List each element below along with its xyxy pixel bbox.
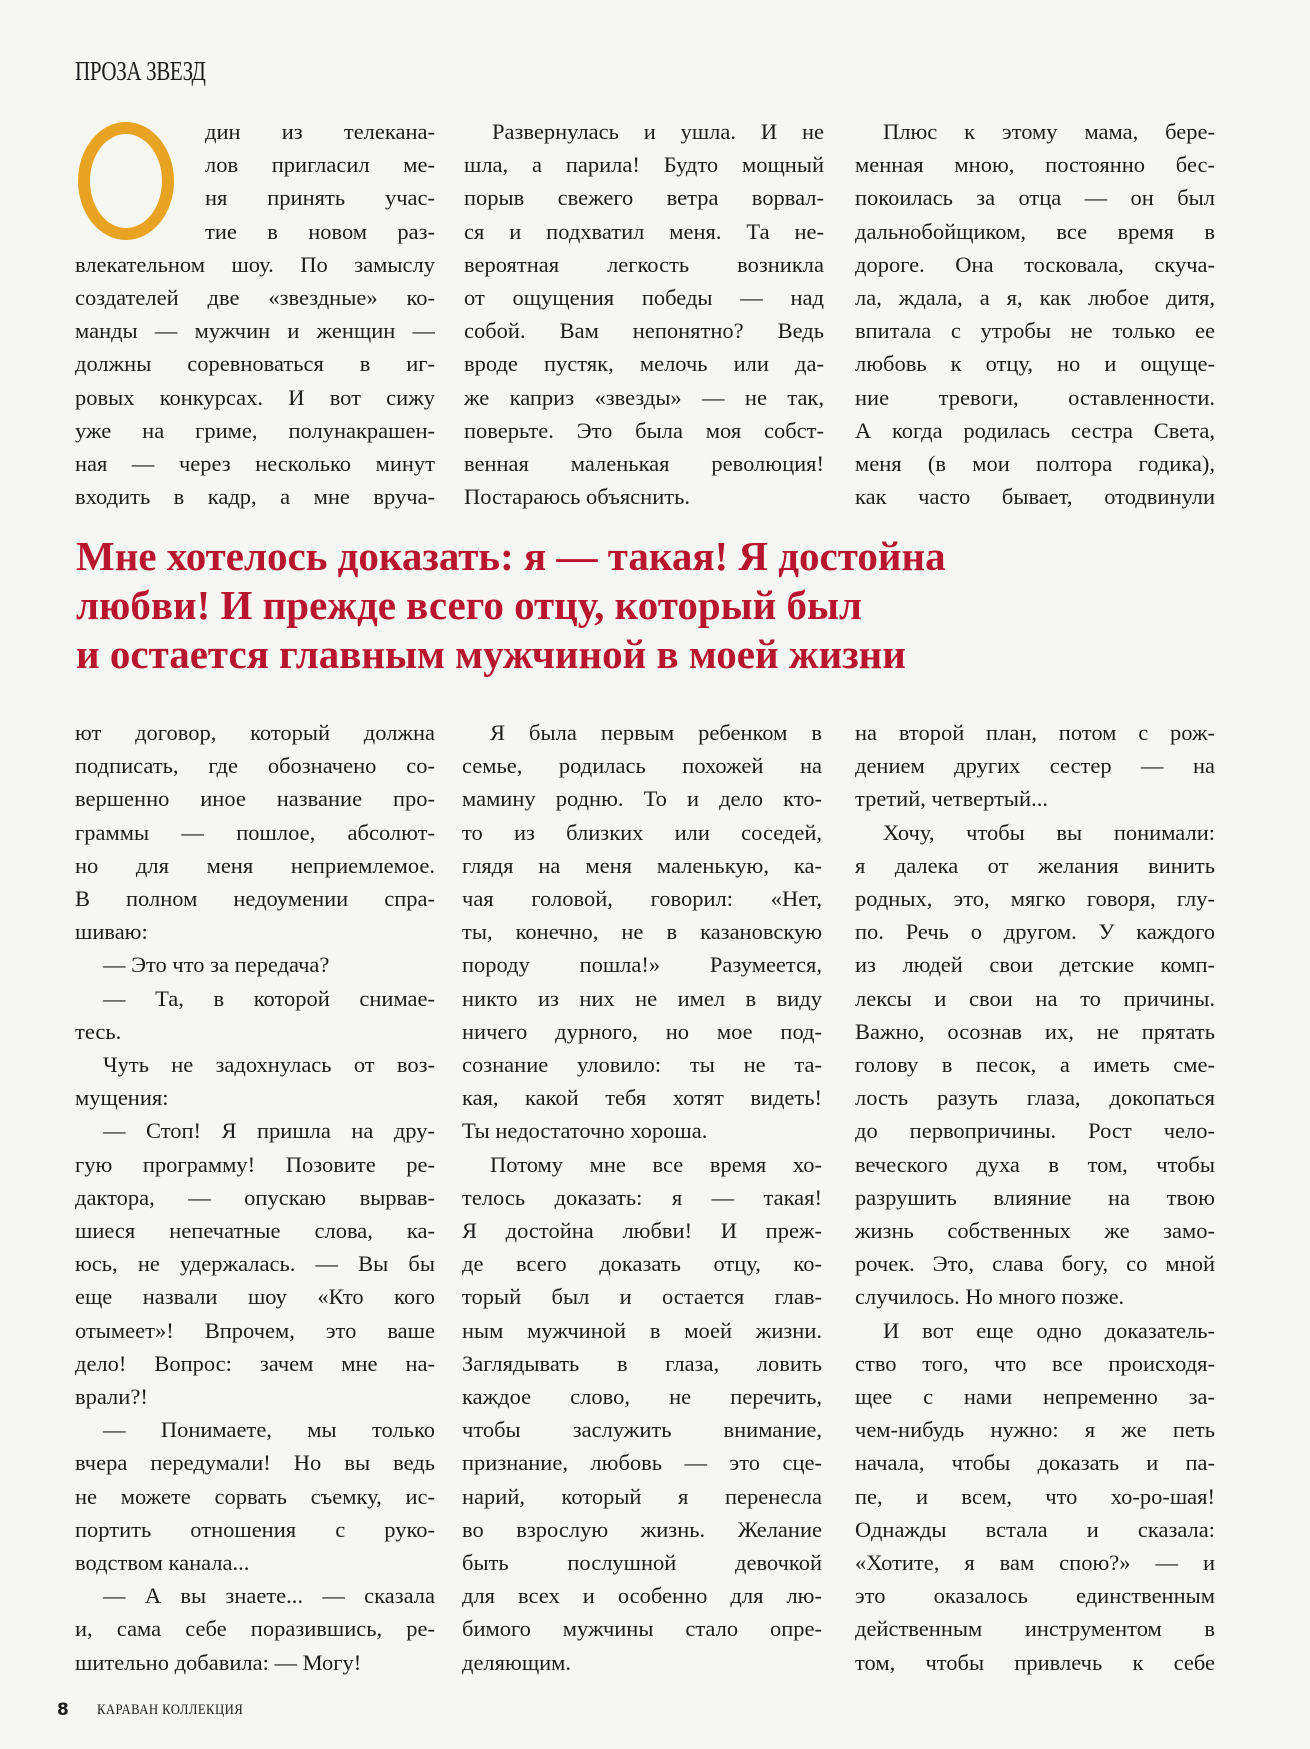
text-line: манды — мужчин и женщин —: [75, 318, 435, 344]
text-line: Постараюсь объяснить.: [464, 484, 690, 510]
text-line: дальнобойщиком, все время в: [855, 218, 1215, 244]
pull-quote-line: Мне хотелось доказать: я — такая! Я достойна: [76, 533, 946, 579]
text-line: создателей две «звездные» ко-: [75, 285, 435, 310]
text-line: лов пригласил ме-: [205, 152, 435, 178]
text-line: мамину родню. То и дело кто-: [462, 786, 822, 812]
text-line: быть послушной девочкой: [462, 1550, 822, 1575]
text-line: том, чтобы привлечь к себе: [855, 1649, 1215, 1675]
text-line: ты, конечно, не в казановскую: [462, 919, 822, 945]
text-line: действенным инструментом в: [855, 1616, 1215, 1642]
text-line: щее с нами непременно за-: [855, 1384, 1215, 1409]
text-line: и, сама себе поразившись, ре-: [75, 1616, 435, 1642]
text-line: шиеся непечатные слова, ка-: [75, 1218, 435, 1243]
text-line: то из близких или соседей,: [462, 819, 822, 845]
text-line: Потому мне все время хо-: [490, 1151, 822, 1177]
text-line: из людей свои детские комп-: [855, 952, 1215, 978]
text-line: Важно, осознав их, не прятать: [855, 1018, 1215, 1044]
text-line: «Хотите, я вам спою?» — и: [855, 1550, 1215, 1575]
text-line: ство того, что все происходя-: [855, 1350, 1215, 1376]
text-line: подписать, где обозначено со-: [75, 753, 435, 779]
text-line: ровых конкурсах. И вот сижу: [75, 384, 435, 410]
text-line: юсь, не удержалась. — Вы бы: [75, 1251, 435, 1277]
text-line: Я достойна любви! И преж-: [462, 1218, 822, 1243]
text-line: гую программу! Позовите ре-: [75, 1151, 435, 1177]
text-line: случилось. Но много позже.: [855, 1284, 1125, 1310]
text-line: Хочу, чтобы вы понимали:: [883, 819, 1215, 845]
text-line: я далека от желания винить: [855, 852, 1215, 878]
text-line: меня (в мои полтора годика),: [855, 451, 1215, 476]
text-line: собой. Вам непонятно? Ведь: [464, 318, 824, 344]
page-number: 8: [57, 1700, 69, 1720]
text-line: сознание уловило: ты не та-: [462, 1052, 822, 1077]
text-line: лексы и свои на то причины.: [855, 985, 1215, 1011]
text-line: отымеет»! Впрочем, это ваше: [75, 1317, 435, 1343]
text-line: рочек. Это, слава богу, со мной: [855, 1251, 1215, 1277]
section-rubric: ПРОЗА ЗВЕЗД: [75, 56, 206, 86]
text-line: тесь.: [75, 1018, 122, 1044]
text-line: — Это что за передача?: [103, 952, 330, 978]
text-line: вершенно иное название про-: [75, 786, 435, 812]
magazine-title: КАРАВАН КОЛЛЕКЦИЯ: [97, 1702, 244, 1718]
text-line: чем-нибудь нужно: я же петь: [855, 1417, 1215, 1443]
pull-quote-line: любви! И прежде всего отцу, который был: [76, 582, 863, 628]
text-line: любовь к отцу, но и ощуще-: [855, 351, 1215, 377]
text-line: дин из телекана-: [205, 119, 435, 144]
text-line: впитала с утробы не только ее: [855, 318, 1215, 344]
text-line: кая, какой тебя хотят видеть!: [462, 1085, 822, 1111]
text-line: никто из них не имел в виду: [462, 985, 822, 1011]
text-line: граммы — пошлое, абсолют-: [75, 819, 435, 845]
text-line: не можете сорвать съемку, ис-: [75, 1483, 435, 1509]
text-line: вроде пустяк, мелочь или да-: [464, 351, 824, 377]
text-line: голову в песок, а иметь сме-: [855, 1052, 1215, 1077]
text-line: для всех и особенно для лю-: [462, 1583, 822, 1609]
text-line: но для меня неприемлемое.: [75, 852, 435, 878]
text-line: дактора, — опускаю вырвав-: [75, 1184, 435, 1210]
text-line: ся и подхватил меня. Та не-: [464, 218, 824, 244]
text-line: ют договор, который должна: [75, 720, 435, 745]
text-line: до первопричины. Рост чело-: [855, 1118, 1215, 1144]
text-line: ным мужчиной в моей жизни.: [462, 1317, 822, 1343]
text-line: ня принять учас-: [205, 185, 435, 211]
text-line: родных, это, мягко говоря, глу-: [855, 886, 1215, 911]
text-line: веческого духа в том, чтобы: [855, 1151, 1215, 1177]
text-line: — Стоп! Я пришла на дру-: [103, 1118, 435, 1144]
text-line: чая головой, говорил: «Нет,: [462, 886, 822, 911]
text-line: покоилась за отца — он был: [855, 185, 1215, 211]
text-line: поверьте. Это была моя собст-: [464, 417, 824, 443]
text-line: шиваю:: [75, 919, 148, 945]
text-line: шла, а парила! Будто мощный: [464, 152, 824, 178]
text-line: дело! Вопрос: зачем мне на-: [75, 1350, 435, 1376]
text-line: начала, чтобы доказать и па-: [855, 1450, 1215, 1476]
text-line: де всего доказать отцу, ко-: [462, 1251, 822, 1277]
text-line: И вот еще одно доказатель-: [883, 1317, 1215, 1343]
text-line: торый был и остается глав-: [462, 1284, 822, 1310]
text-line: Я была первым ребенком в: [490, 720, 822, 745]
text-line: уже на гриме, полунакрашен-: [75, 417, 435, 443]
text-line: тие в новом раз-: [205, 218, 435, 244]
pull-quote: [76, 532, 1236, 679]
text-line: Заглядывать в глаза, ловить: [462, 1350, 822, 1376]
text-line: Плюс к этому мама, бере-: [883, 119, 1215, 144]
text-line: портить отношения с руко-: [75, 1516, 435, 1542]
text-line: же каприз «звезды» — не так,: [464, 384, 824, 410]
text-line: врали?!: [75, 1384, 148, 1409]
text-line: глядя на меня маленькую, ка-: [462, 852, 822, 878]
text-line: на второй план, потом с рож-: [855, 720, 1215, 745]
text-line: В полном недоумении спра-: [75, 886, 435, 911]
text-line: еще назвали шоу «Кто кого: [75, 1284, 435, 1310]
text-line: пе, и всем, что хо-ро-шая!: [855, 1483, 1215, 1509]
page-footer: [57, 1700, 244, 1720]
text-line: от ощущения победы — над: [464, 285, 824, 310]
text-line: менная мною, постоянно бес-: [855, 152, 1215, 178]
text-line: деляющим.: [462, 1649, 572, 1675]
text-line: Чуть не задохнулась от воз-: [103, 1052, 435, 1077]
text-line: лость разуть глаза, докопаться: [855, 1085, 1215, 1111]
text-line: должны соревноваться в иг-: [75, 351, 435, 377]
text-line: третий, четвертый...: [855, 786, 1048, 812]
text-line: вчера передумали! Но вы ведь: [75, 1450, 435, 1476]
text-line: — А вы знаете... — сказала: [103, 1583, 435, 1609]
text-line: — Понимаете, мы только: [103, 1417, 435, 1443]
text-line: шительно добавила: — Могу!: [75, 1649, 362, 1675]
pull-quote-line: и остается главным мужчиной в моей жизни: [76, 631, 906, 677]
text-line: семье, родилась похожей на: [462, 753, 822, 779]
text-line: входить в кадр, а мне вруча-: [75, 484, 435, 510]
text-line: влекательном шоу. По замыслу: [75, 251, 435, 277]
text-line: по. Речь о другом. У каждого: [855, 919, 1215, 945]
text-line: водством канала...: [75, 1550, 250, 1575]
text-line: вероятная легкость возникла: [464, 251, 824, 277]
text-line: мущения:: [75, 1085, 169, 1111]
text-line: жизнь собственных же замо-: [855, 1218, 1215, 1243]
text-line: во взрослую жизнь. Желание: [462, 1516, 822, 1542]
text-line: А когда родилась сестра Света,: [855, 417, 1215, 443]
text-line: чтобы заслужить внимание,: [462, 1417, 822, 1443]
text-line: ничего дурного, но мое под-: [462, 1018, 822, 1044]
text-line: Развернулась и ушла. И не: [492, 119, 824, 144]
text-line: ние тревоги, оставленности.: [855, 384, 1215, 410]
text-line: породу пошла!» Разумеется,: [462, 952, 822, 978]
text-line: дением других сестер — на: [855, 753, 1215, 779]
text-line: дороге. Она тосковала, скуча-: [855, 251, 1215, 277]
text-line: разрушить влияние на твою: [855, 1184, 1215, 1210]
text-line: ла, ждала, а я, как любое дитя,: [855, 285, 1215, 310]
text-line: бимого мужчины стало опре-: [462, 1616, 822, 1642]
text-line: Однажды встала и сказала:: [855, 1516, 1215, 1542]
text-line: — Та, в которой снимае-: [103, 985, 435, 1011]
text-line: как часто бывает, отодвинули: [855, 484, 1215, 510]
text-line: Ты недостаточно хороша.: [462, 1118, 708, 1144]
text-line: это оказалось единственным: [855, 1583, 1215, 1609]
text-line: порыв свежего ветра ворвал-: [464, 185, 824, 211]
text-line: телось доказать: я — такая!: [462, 1184, 822, 1210]
text-line: нарий, который я перенесла: [462, 1483, 822, 1509]
text-line: каждое слово, не перечить,: [462, 1384, 822, 1409]
text-line: признание, любовь — это сце-: [462, 1450, 822, 1476]
text-line: венная маленькая революция!: [464, 451, 824, 476]
text-line: ная — через несколько минут: [75, 451, 435, 476]
